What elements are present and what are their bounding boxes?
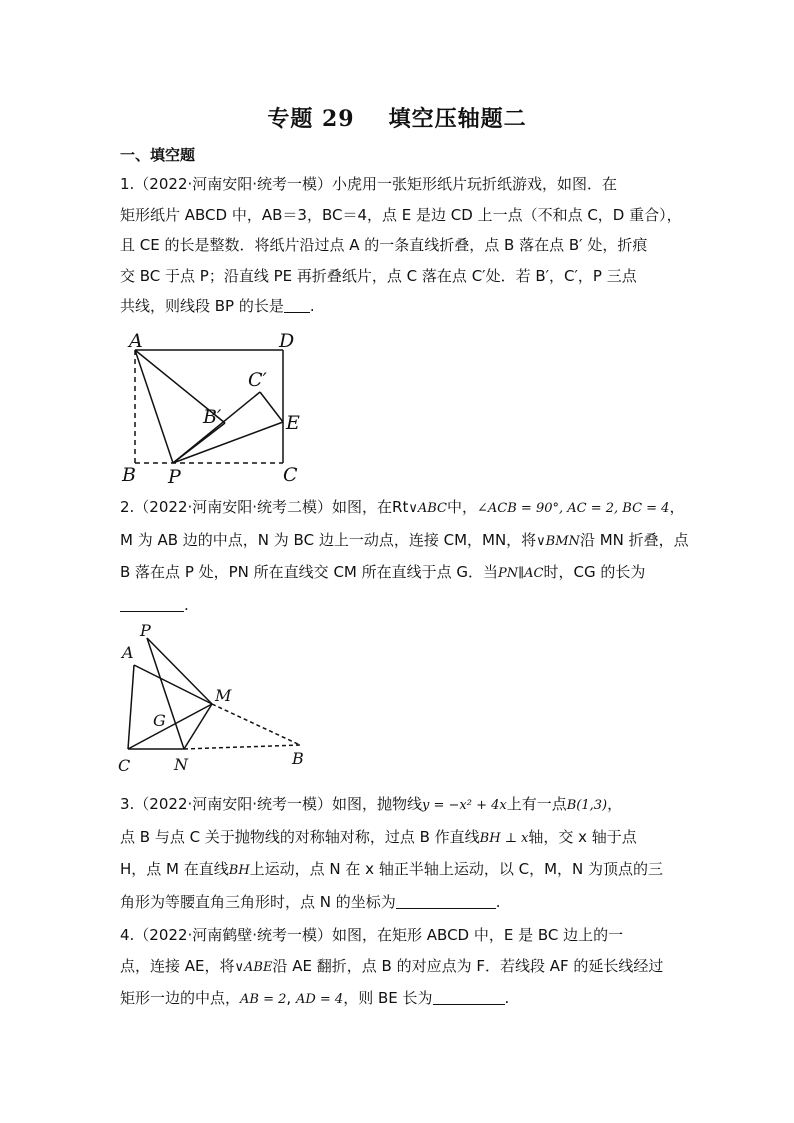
q2-line: . — [120, 590, 700, 621]
section-heading: 一、填空题 — [120, 146, 196, 164]
label-A: A — [129, 330, 143, 352]
label-N: N — [174, 755, 188, 774]
q1-line: 1.（2022·河南安阳·统考一模）小虎用一张矩形纸片玩折纸游戏，如图．在 — [120, 175, 618, 193]
label-Bprime: B′ — [203, 406, 222, 428]
answer-blank[interactable] — [284, 298, 310, 313]
q3-line: 角形为等腰直角三角形时，点 N 的坐标为 . — [120, 892, 501, 911]
figure-2 — [112, 620, 312, 780]
label-D: D — [279, 330, 295, 352]
label-E: E — [286, 412, 300, 434]
label-C: C — [118, 756, 131, 775]
question-3 — [120, 789, 680, 917]
label-Cprime: C′ — [248, 369, 267, 391]
q3-line: 3.（2022·河南安阳·统考一模）如图，抛物线y = −x² + 4x上有一点B(1,3)， — [120, 795, 623, 813]
label-M: M — [215, 686, 232, 705]
q2-line: 2.（2022·河南安阳·统考二模）如图，在Rt∨ABC中，∠ACB = 90°, AC = 2, BC = 4， — [120, 498, 685, 516]
label-B: B — [122, 464, 136, 486]
answer-blank[interactable] — [396, 894, 496, 909]
q3-line: H，点 M 在直线BH上运动，点 N 在 x 轴正半轴上运动，以 C，M，N 为顶点的三 — [120, 860, 664, 878]
q4-line: 矩形一边的中点，AB = 2, AD = 4，则 BE 长为 . — [120, 989, 510, 1007]
question-2 — [120, 492, 700, 620]
label-A: A — [122, 643, 134, 662]
q4-line: 点，连接 AE，将∨ABE沿 AE 翻折，点 B 的对应点为 F．若线段 AF 的延长线经过 — [120, 956, 664, 975]
q1-line: 且 CE 的长是整数．将纸片沿过点 A 的一条直线折叠，点 B 落在点 B′ 处，折痕 — [120, 236, 648, 254]
answer-blank[interactable] — [433, 990, 505, 1005]
label-C: C — [283, 464, 298, 486]
q2-line: B 落在点 P 处，PN 所在直线交 CM 所在直线于点 G．当PN∥AC时，CG 的长为 — [120, 563, 646, 581]
question-1 — [120, 169, 680, 322]
label-G: G — [153, 711, 166, 730]
question-4 — [120, 920, 680, 1016]
q2-line: M 为 AB 边的中点，N 为 BC 边上一动点，连接 CM，MN，将∨BMN沿 MN 折叠，点 — [120, 530, 689, 549]
q3-line: 点 B 与点 C 关于抛物线的对称轴对称，过点 B 作直线BH ⊥ x轴，交 x 轴于点 — [120, 827, 637, 846]
label-P: P — [140, 621, 151, 640]
q1-line: 共线，则线段 BP 的长是 . — [120, 297, 315, 315]
q1-line: 矩形纸片 ABCD 中，AB＝3，BC＝4，点 E 是边 CD 上一点（不和点 C，D 重合）， — [120, 205, 682, 224]
label-P: P — [168, 466, 181, 488]
q4-line: 4.（2022·河南鹤壁·统考一模）如图，在矩形 ABCD 中，E 是 BC 边上的一 — [120, 926, 624, 944]
q1-line: 交 BC 于点 P；沿直线 PE 再折叠纸片，点 C 落在点 C′处．若 B′，C′，P 三点 — [120, 266, 637, 285]
label-B: B — [292, 749, 304, 768]
figure-1 — [115, 328, 315, 488]
page-title: 专题 29 填空压轴题二 — [267, 106, 527, 132]
answer-blank[interactable] — [120, 597, 184, 612]
